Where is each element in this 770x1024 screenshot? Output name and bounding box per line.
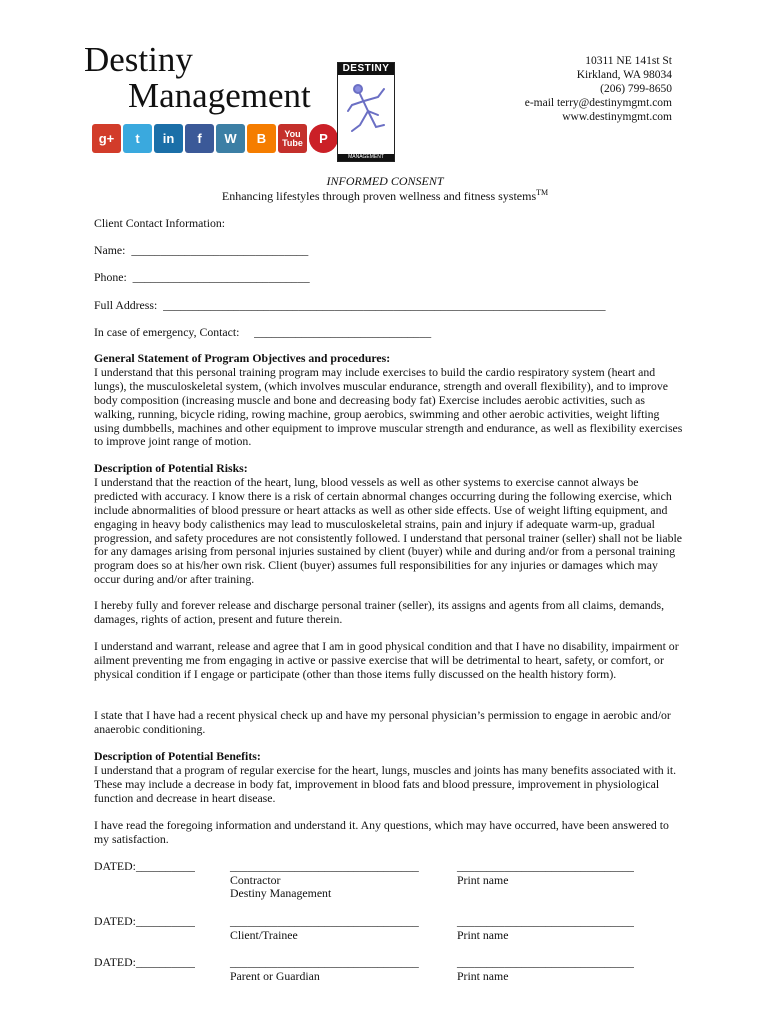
contact-block [525,54,672,124]
logo-bottom-text: MANAGEMENT [338,154,394,161]
phone-field[interactable]: Phone: ______________________________ [94,270,310,284]
signature-line-client[interactable]: ________________________________ [230,914,419,928]
social-icons [92,124,338,153]
signature-date-2[interactable]: DATED:__________ [94,914,195,928]
signature-label-client: Client/Trainee [230,928,298,942]
physician-text: I state that I have had a recent physical check up and have my personal physician’s permission to engage in aerobic and/or anaerobic conditioning. [94,708,671,736]
benefits-text: I understand that a program of regular exercise for the heart, lungs, muscles and joints has many benefits associated with it. These may include a decrease in body fat, improvement in blood fats and blood pressure, improvement in physiological function and decrease in heart disease. [94,762,677,805]
signature-line-guardian[interactable]: ________________________________ [230,955,419,969]
address-line2: Kirkland, WA 98034 [576,69,672,81]
print-name-line-1[interactable]: ______________________________ [457,859,634,873]
risks-section [94,462,684,587]
objectives-text: I understand that this personal training program may include exercises to build the cardio respiratory system (heart and lungs), the musculoskeletal system, (which involves muscular endurance, strength and overall flexibility), and to improve body composition (increasing muscle and bone and decreasing body fat) Exercise includes aerobic activities, such as walking, running, bicycle riding, rowing machine, group aerobics, swimming and other aerobic activities, weight lifting using dumbbells, machines and other equipment to improve muscular strength and endurance, as well as flexibility exercises to improve joint range of motion. [94,364,683,449]
website-link[interactable]: www.destinymgmt.com [562,111,672,123]
risks-heading: Description of Potential Risks: [94,461,248,475]
email-link[interactable]: e-mail terry@destinymgmt.com [524,97,672,109]
warrant-text: I understand and warrant, release and agree that I am in good physical condition and that I have no disability, impairment or ailment preventing me from engaging in active or passive exercise that will be detrimental to heart, safety, or comfort, or physical condition if I engage or participate (other than those items fully discussed on the health history form). [94,639,679,681]
google-plus-icon[interactable]: g+ [92,124,121,153]
objectives-section [94,352,684,449]
benefits-heading: Description of Potential Benefits: [94,749,261,763]
print-name-line-2[interactable]: ______________________________ [457,914,634,928]
print-name-label-1: Print name [457,873,509,887]
youtube-icon[interactable]: You Tube [278,124,307,153]
address-line1: 10311 NE 141st St [585,55,672,67]
address-field[interactable]: Full Address: ___________________________________________________________________________ [94,298,606,312]
wordpress-icon[interactable]: W [216,124,245,153]
tagline: Enhancing lifestyles through proven wellness and fitness systems™ [221,188,549,203]
print-name-label-3: Print name [457,969,509,983]
facebook-icon[interactable]: f [185,124,214,153]
acknowledgement-text: I have read the foregoing information and understand it. Any questions, which may have occurred, have been answered to my satisfaction. [94,818,669,846]
destiny-logo [337,62,395,162]
signature-date-3[interactable]: DATED:__________ [94,955,195,969]
blogger-icon[interactable]: B [247,124,276,153]
trademark-mark: TM [536,188,549,197]
print-name-label-2: Print name [457,928,509,942]
twitter-icon[interactable]: t [123,124,152,153]
emergency-contact-field[interactable]: In case of emergency, Contact: ______________________________ [94,325,432,339]
signature-line-contractor[interactable]: ________________________________ [230,859,419,873]
signature-label-contractor: Contractor [230,873,281,887]
release-text: I hereby fully and forever release and discharge personal trainer (seller), its assigns and agents from all claims, demands, damages, rights of action, present and future therein. [94,598,665,626]
signature-label-company: Destiny Management [230,886,332,900]
runner-icon [338,75,394,153]
objectives-heading: General Statement of Program Objectives and procedures: [94,351,391,365]
logo-top-text: DESTINY [338,63,394,75]
pinterest-icon[interactable]: P [309,124,338,153]
signature-date-1[interactable]: DATED:__________ [94,859,195,873]
risks-text: I understand that the reaction of the heart, lung, blood vessels as well as other systems to exercise cannot always be predicted with accuracy. I know there is a risk of certain abnormal changes occurring during the following exercise, which include abnormalities of blood pressure or heart attacks as well as other side effects. Use of weight lifting equipment, and engaging in heavy body calisthenics may lead to musculoskeletal strains, pain and injury if adequate warm-up, gradual progression, and safety procedures are not consistently followed. I understand that personal trainer (seller) shall not be liable for any damages arising from personal injuries sustained by client (buyer) while and during and/or from a personal training program does so at his/her own risk. Client (buyer) assumes full responsibilities for any injuries or damages which may occur during and/or after training. [94,474,683,587]
signature-label-guardian: Parent or Guardian [230,969,320,983]
print-name-line-3[interactable]: ______________________________ [457,955,634,969]
linkedin-icon[interactable]: in [154,124,183,153]
brand-name-line1: Destiny [84,40,193,79]
phone-number: (206) 799-8650 [600,83,672,95]
benefits-section [94,750,684,806]
document-title: INFORMED CONSENT [326,174,444,188]
name-field[interactable]: Name: ______________________________ [94,243,309,257]
client-contact-heading: Client Contact Information: [94,216,226,230]
brand-name-line2: Management [128,76,311,115]
